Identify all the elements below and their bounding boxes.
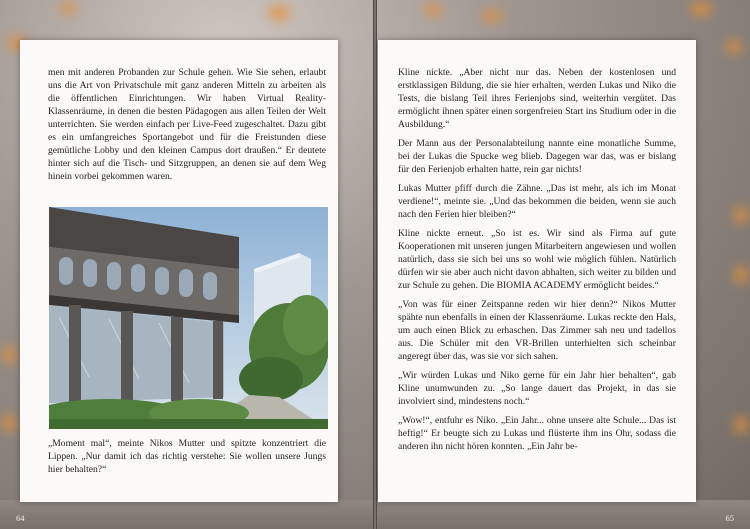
right-page xyxy=(378,40,696,502)
frame-ornament xyxy=(690,2,712,16)
frame-ornament xyxy=(734,206,748,224)
frame-ornament xyxy=(2,414,16,432)
left-page xyxy=(20,40,338,502)
frame-ornament xyxy=(2,346,16,364)
left-paragraph-1: men mit anderen Probanden zur Schule gehen. Wie Sie sehen, erlaubt uns die Art von Privatschule mit ganz anderen Mitteln zu arbeiten als die öffentlichen Einrichtungen. Wir haben Virtual Reality-Klassenräume, in denen die besten Pädagogen aus allen Teilen der Welt unterrichten. Sie werden einfach per Live-Feed zugeschaltet. Dazu gibt es ein umfangreiches Sportangebot und für die Freistunden diese gemütliche Lobby und den kleinen Campus dort draußen.“ Er deutete hinter sich auf die Tisch- und Sitzgruppen, an denen sie auf dem Weg hinein vorbei gekommen waren. xyxy=(48,67,326,182)
right-paragraph: Lukas Mutter pfiff durch die Zähne. „Das ist mehr, als ich im Monat verdiene!“, meinte sie. „Und das bekommen die beiden, wenn sie auch nach den Ferien hier bleiben?“ xyxy=(398,183,676,220)
left-paragraph-2: „Moment mal“, meinte Nikos Mutter und spitzte konzentriert die Lippen. „Nur damit ich das richtig verstehe: Sie wollen unsere Jungs hier behalten?“ xyxy=(48,438,326,475)
right-text-block xyxy=(398,66,676,459)
frame-ornament xyxy=(268,6,290,20)
building-illustration xyxy=(49,207,328,429)
page-number-right: 65 xyxy=(725,513,734,523)
frame-ornament xyxy=(734,266,748,284)
right-paragraph: „Wow!“, entfuhr es Niko. „Ein Jahr... ohne unsere alte Schule... Das ist heftig!“ Er beugte sich zu Lukas und flüsterte ihm ins Ohr, sodass die anderen ihn nicht hören konnten. „Ein Jahr be- xyxy=(398,415,676,452)
book-spine xyxy=(373,0,377,529)
right-paragraph: „Wir würden Lukas und Niko gerne für ein Jahr hier behalten“, gab Kline unumwunden zu. „So lange dauert das Projekt, in das sie involviert sind, mindestens noch.“ xyxy=(398,370,676,407)
frame-ornament xyxy=(482,10,502,22)
right-paragraph: Kline nickte erneut. „So ist es. Wir sind als Firma auf gute Kooperationen mit unseren jungen Mitarbeitern angewiesen und wollen natürlich, dass sie sich bei uns so wohl wie möglich fühlen. Natürlich dürfen wir sie aber auch nicht davon abhalten, sich weiter zu bilden und zur Schule zu gehen. Die BIOMIA ACADEMY ermöglicht beides.“ xyxy=(398,228,676,291)
page-number-left: 64 xyxy=(16,513,25,523)
right-paragraph: Der Mann aus der Personalabteilung nannte eine monatliche Summe, bei der Lukas die Spucke weg blieb. Dagegen war das, was er bislang für den Ferienjob erhalten hatte, rein gar nichts! xyxy=(398,138,676,175)
right-paragraph: Kline nickte. „Aber nicht nur das. Neben der kostenlosen und erstklassigen Bildung, die sie hier erhalten, werden Lukas und Niko die Tests, die bislang Teil ihres Ferienjobs sind, weiterhin vergütet. Das ermöglicht ihnen später einen sorgenfreien Start ins Studium oder in die Ausbildung.“ xyxy=(398,67,676,130)
frame-ornament xyxy=(424,4,442,16)
frame-ornament xyxy=(60,2,76,14)
frame-ornament xyxy=(734,416,748,434)
right-paragraph: „Von was für einer Zeitspanne reden wir hier denn?“ Nikos Mutter spähte nun ebenfalls in einen der Klassenräume. Lukas reckte den Hals, um auch einen Blick zu erhaschen. Das Zimmer sah neu und tadellos aus. Die Schüler mit den VR-Brillen unterhielten sich scheinbar angeregt über das, was sie vor sich sahen. xyxy=(398,299,676,362)
frame-ornament xyxy=(726,40,742,54)
